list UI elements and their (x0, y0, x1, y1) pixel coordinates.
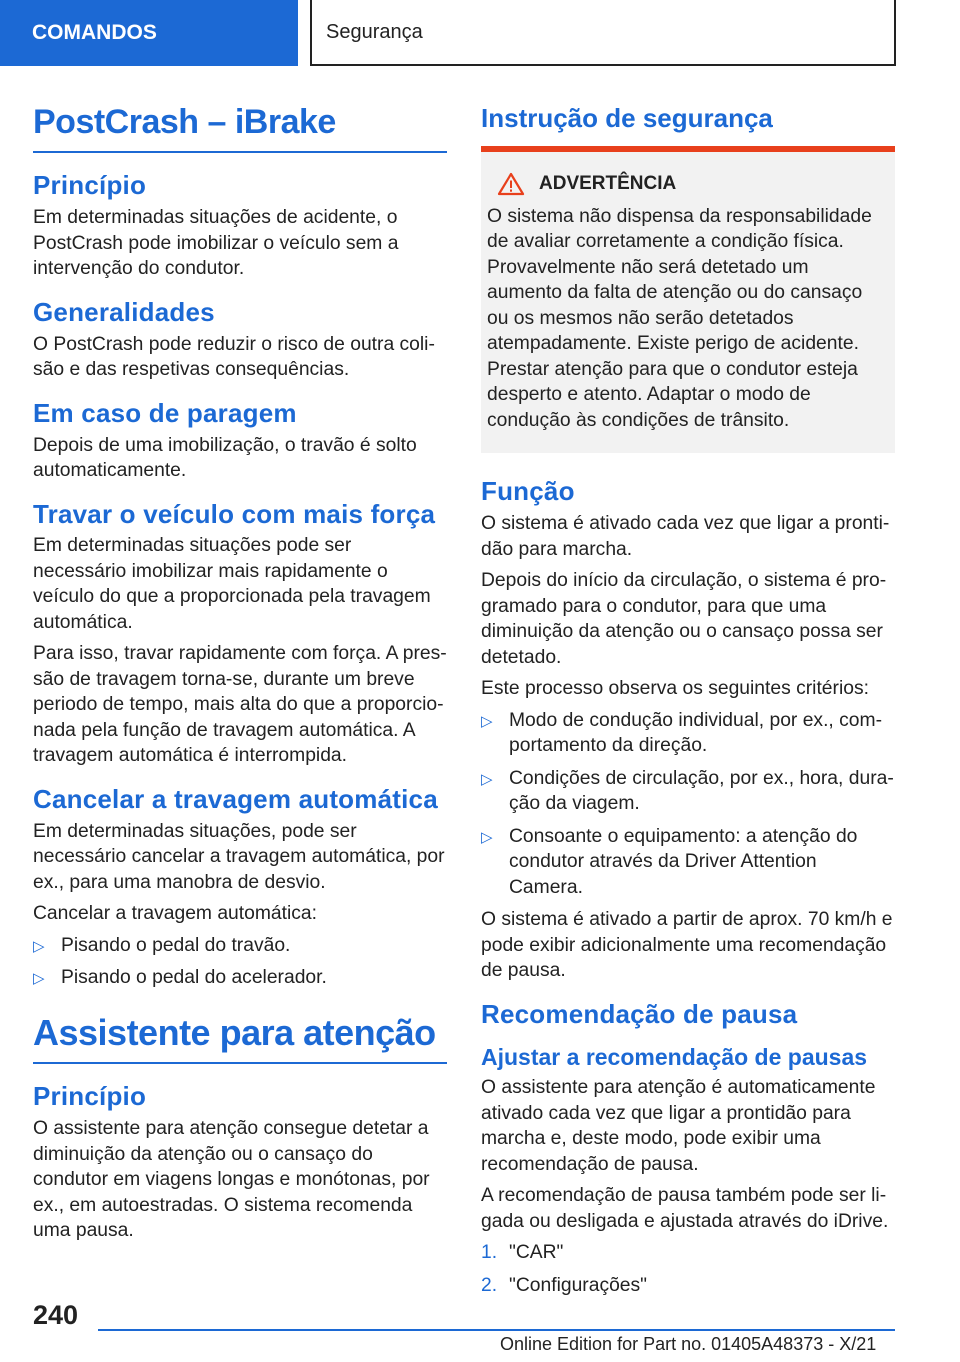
warning-triangle-icon (497, 172, 525, 196)
heading-cancelar: Cancelar a travagem automática (33, 783, 438, 814)
paragraph-generalidades: O PostCrash pode reduzir o risco de outra colisão e das respetivas consequências. (33, 333, 435, 381)
triangle-bullet-icon: ▷ (481, 712, 493, 730)
triangle-bullet-icon: ▷ (481, 828, 493, 846)
heading-principio-2: Princípio (33, 1081, 147, 1112)
section-title: Segurança (310, 0, 896, 66)
paragraph-principio-2: O assistente para atenção consegue detetar a diminuição da atenção ou o cansaço do condutor em viagens longas e monótonas, por ex., em autoestradas. O sistema recomenda uma pausa. (33, 1118, 430, 1242)
warning-header (487, 172, 881, 196)
paragraph-principio: Em determinadas situações de acidente, o PostCrash pode imobilizar o veículo sem a intervenção do condutor. (33, 207, 399, 280)
heading-travar: Travar o veículo com mais força (33, 498, 436, 529)
step-number: 2. (481, 1274, 498, 1296)
paragraph-funcao-3: Este processo observa os seguintes critérios: (481, 678, 869, 700)
triangle-bullet-icon: ▷ (481, 770, 493, 788)
paragraph-cancelar-1: Em determinadas situações, pode ser necessário cancelar a travagem automática, por ex., para uma manobra de desvio. (33, 820, 445, 893)
list-item (481, 824, 895, 901)
list-item (33, 933, 447, 959)
list-item (481, 1273, 895, 1299)
right-column (481, 96, 895, 1305)
paragraph-funcao-2: Depois do início da circulação, o sistema é programado para o condutor, para que uma diminuição da atenção ou o cansaço possa ser detetado. (481, 570, 887, 668)
paragraph-ajustar-2: A recomendação de pausa também pode ser ligada ou desligada e ajustada através do iDrive. (481, 1185, 889, 1232)
step-number: 1. (481, 1242, 498, 1264)
paragraph-paragem: Depois de uma imobilização, o travão é solto automaticamente. (33, 434, 417, 482)
footer-rule (98, 1329, 895, 1331)
list-item-text: Condições de circulação, por ex., hora, duração da viagem. (509, 767, 894, 815)
paragraph-travar-1: Em determinadas situações pode ser necessário imobilizar mais rapidamente o veículo do que a proporcionada pela travagem automática. (33, 535, 431, 633)
page-number: 240 (33, 1300, 79, 1330)
heading-generalidades: Generalidades (33, 296, 215, 327)
criterios-list (481, 708, 895, 901)
triangle-bullet-icon: ▷ (33, 937, 45, 955)
list-item (33, 965, 447, 991)
footer-edition: Online Edition for Part no. 01405A48373 - X/21 (500, 1334, 877, 1354)
list-item (481, 1240, 895, 1266)
paragraph-funcao-1: O sistema é ativado cada vez que ligar a prontidão para marcha. (481, 513, 890, 560)
warning-title: ADVERTÊNCIA (539, 172, 677, 194)
heading-em-caso-de-paragem: Em caso de paragem (33, 397, 297, 428)
chapter-tab: COMANDOS (0, 0, 298, 66)
cancelar-list (33, 933, 447, 991)
list-item-text: Pisando o pedal do acelerador. (61, 967, 327, 989)
steps-list (481, 1240, 895, 1298)
left-column (33, 96, 447, 1250)
triangle-bullet-icon: ▷ (33, 970, 45, 988)
heading-instrucao: Instrução de segurança (481, 104, 895, 152)
warning-box (481, 152, 895, 454)
heading-ajustar: Ajustar a recomendação de pausas (481, 1043, 868, 1070)
step-text: "CAR" (509, 1242, 564, 1264)
paragraph-funcao-4: O sistema é ativado a partir de aprox. 70 km/h e pode exibir adicionalmente uma recomendação de pausa. (481, 909, 893, 982)
list-item-text: Modo de condução individual, por ex., comportamento da direção. (509, 709, 882, 757)
step-text: "Configurações" (509, 1274, 648, 1296)
heading-postcrash: PostCrash – iBrake (33, 104, 447, 153)
heading-assistente: Assistente para atenção (33, 1013, 447, 1065)
heading-recomendacao: Recomendação de pausa (481, 998, 798, 1029)
list-item (481, 766, 895, 817)
paragraph-cancelar-2: Cancelar a travagem automática: (33, 903, 318, 925)
heading-funcao: Função (481, 476, 575, 507)
paragraph-travar-2: Para isso, travar rapidamente com força. A pressão de travagem torna-se, durante um breve periodo de tempo, mais alta do que a proporcionada pela função de travagem automática. A travagem automática é interrompida. (33, 643, 447, 767)
paragraph-ajustar-1: O assistente para atenção é automaticamente ativado cada vez que ligar a prontidão para marcha e, deste modo, pode exibir uma recomendação de pausa. (481, 1077, 876, 1175)
list-item-text: Consoante o equipamento: a atenção do condutor através da Driver Attention Camera. (509, 825, 858, 898)
list-item-text: Pisando o pedal do travão. (61, 934, 291, 956)
warning-text: O sistema não dispensa da responsabilidade de avaliar corretamente a condição física. Provavelmente não será detetado um aumento da falta de atenção ou do cansaço ou os mesmos não serão detetados atempadamente. Existe perigo de acidente. Prestar atenção para que o condutor esteja desperto e atento. Adaptar o modo de condução às condições de trânsito. (487, 205, 872, 431)
list-item (481, 708, 895, 759)
heading-principio: Princípio (33, 170, 147, 201)
